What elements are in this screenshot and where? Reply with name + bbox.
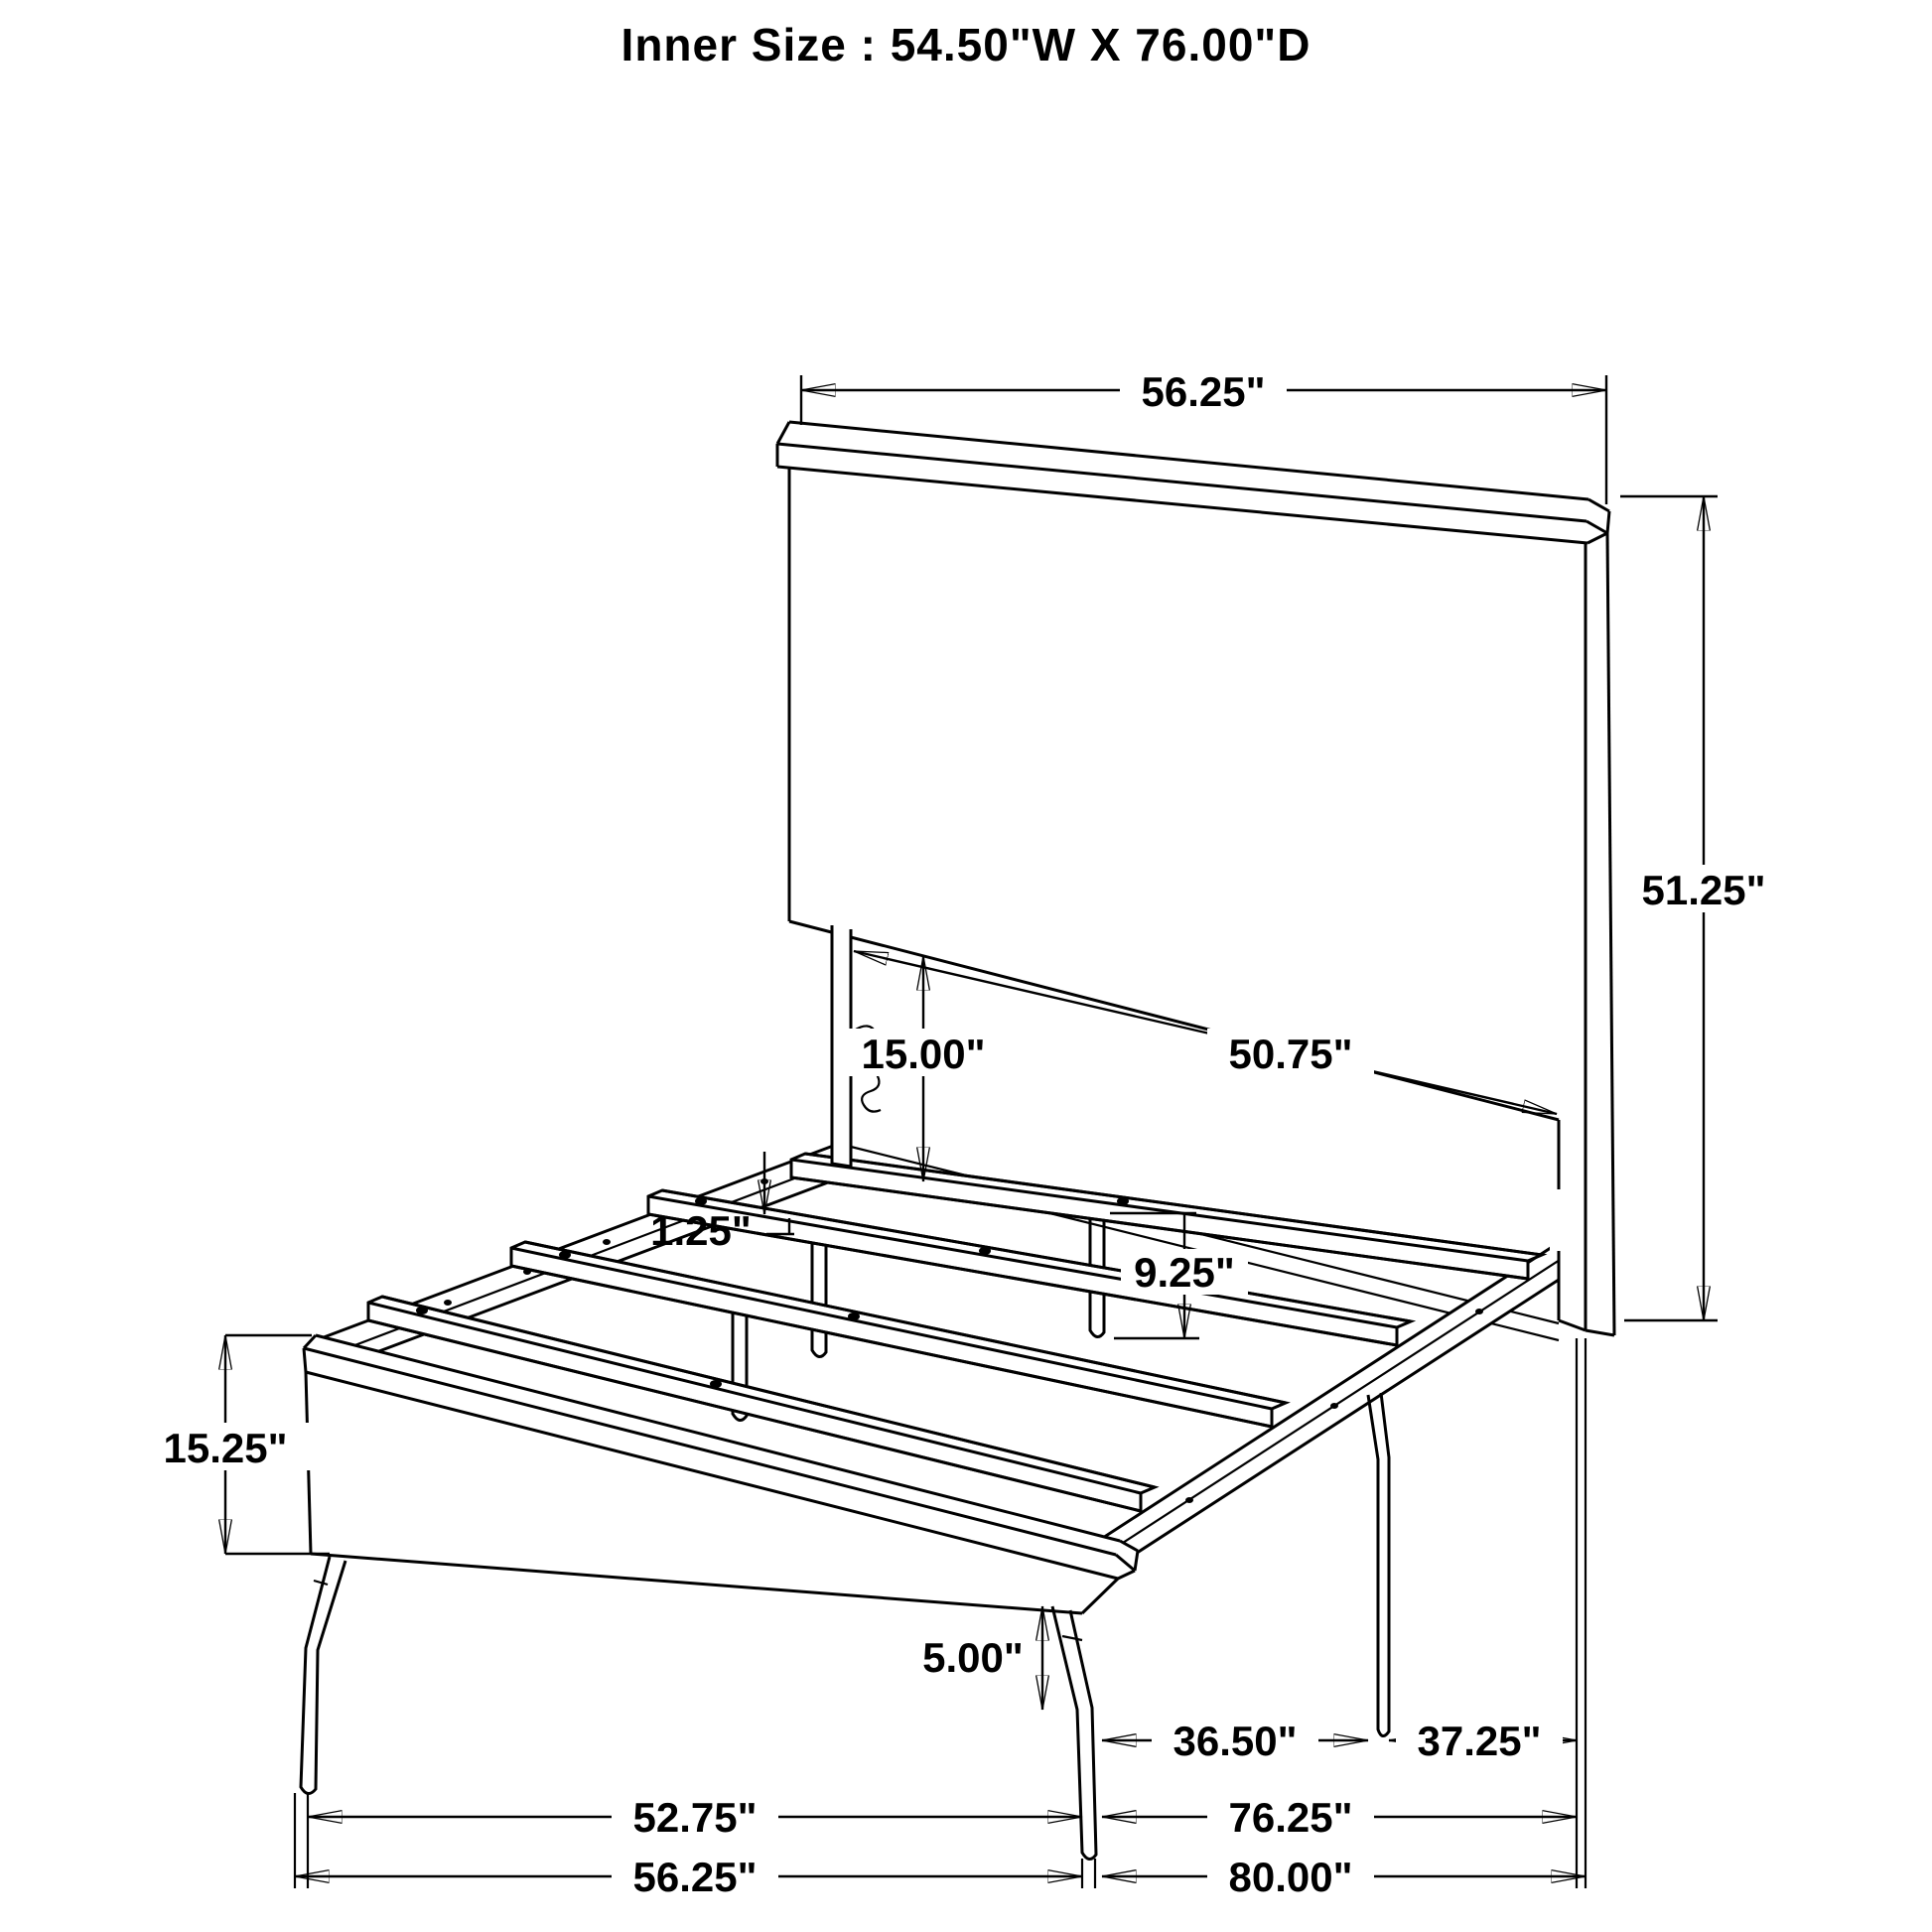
- dim-label-span-rear-left: 36.50": [1173, 1718, 1298, 1764]
- dim-label-overall-depth: 80.00": [1228, 1854, 1353, 1900]
- slat: [648, 1190, 1411, 1345]
- dim-label-inner-width: 50.75": [1228, 1031, 1353, 1077]
- dim-leg-splay: [922, 1606, 1042, 1710]
- dim-leg-height: [836, 956, 1011, 1181]
- dim-label-panel-height: 51.25": [1641, 867, 1766, 913]
- page-title: Inner Size : 54.50"W X 76.00"D: [621, 19, 1311, 70]
- dim-label-span-rear-right: 37.25": [1417, 1718, 1542, 1764]
- headboard: [777, 422, 1614, 1335]
- dim-label-footboard-height: 15.25": [163, 1425, 288, 1471]
- dim-label-overall-width: 56.25": [632, 1854, 758, 1900]
- dim-footboard-span: [308, 1793, 1082, 1841]
- front-left-leg: [301, 1557, 345, 1794]
- dim-panel-height: [1618, 496, 1789, 1320]
- dim-overall-width: [295, 1853, 1082, 1900]
- dim-label-leg-height: 15.00": [861, 1031, 986, 1077]
- front-center-leg: [1052, 1606, 1096, 1860]
- dim-label-support-leg: 9.25": [1134, 1249, 1235, 1296]
- dim-footboard-height: [138, 1335, 330, 1554]
- dim-label-slat-thickness: 1.25": [650, 1207, 752, 1254]
- dim-label-top-width: 56.25": [1141, 368, 1266, 415]
- dim-label-footboard-span: 52.75": [632, 1794, 758, 1841]
- dim-span-rear-left: [1102, 1717, 1368, 1764]
- dim-label-rail-span: 76.25": [1228, 1794, 1353, 1841]
- dim-label-leg-splay: 5.00": [922, 1634, 1024, 1681]
- middle-right-leg: [1368, 1393, 1389, 1736]
- dim-rail-span: [1102, 1793, 1577, 1841]
- dim-span-rear-right: [1389, 1717, 1577, 1764]
- dim-overall-depth: [1102, 1853, 1586, 1900]
